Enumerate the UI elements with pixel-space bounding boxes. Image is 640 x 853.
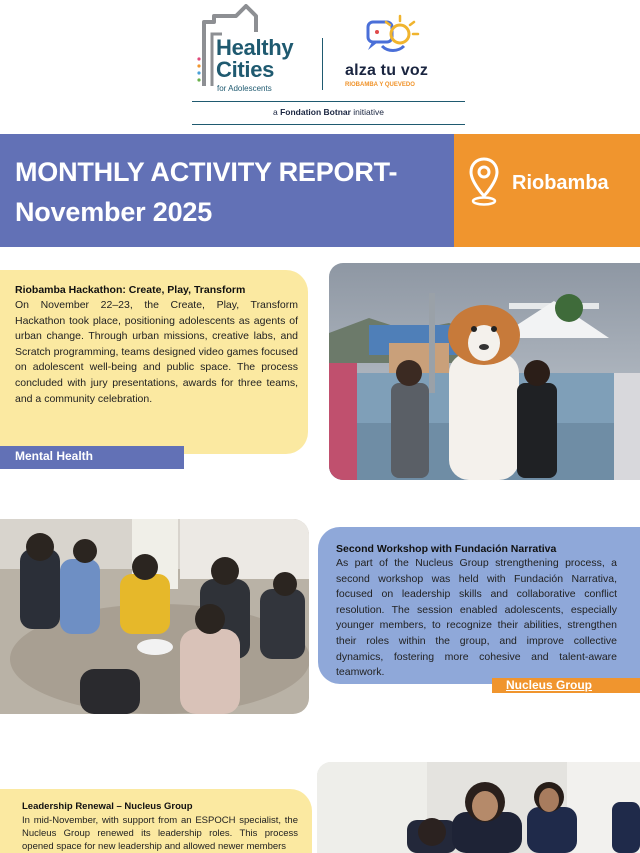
logo-cities-text: Cities bbox=[216, 57, 275, 82]
leadership-group-photo bbox=[317, 762, 640, 853]
mental-health-tag: Mental Health bbox=[0, 446, 184, 469]
report-title-line1: MONTHLY ACTIVITY REPORT- bbox=[15, 157, 398, 187]
city-name: Riobamba bbox=[512, 172, 609, 194]
hackathon-mascot-photo bbox=[329, 263, 640, 480]
initiative-org: Fondation Botnar bbox=[280, 107, 351, 117]
initiative-line bbox=[192, 107, 465, 117]
logo-alza-tu-voz-text: alza tu voz bbox=[345, 62, 429, 79]
alza-tu-voz-logo bbox=[342, 12, 452, 92]
speech-bubbles-icon bbox=[342, 12, 452, 62]
hackathon-heading: Riobamba Hackathon: Create, Play, Transform bbox=[15, 284, 246, 296]
workshop-body: As part of the Nucleus Group strengthening process, a second workshop was held with Fundación Narrativa, focused on leadership skills and collaborative conflict resolution. The session enabled adolescents, especially younger members, to recognize their abilities, strengthen their roles within the group, and improve collective dynamics, fostering more cohesive and talent-aware teamwork. bbox=[336, 557, 617, 679]
healthy-cities-logo bbox=[192, 4, 314, 96]
logo-divider bbox=[322, 38, 323, 90]
logo-tagline: for Adolescents bbox=[217, 84, 272, 93]
report-title-band bbox=[0, 134, 454, 247]
header-rule-top bbox=[192, 101, 465, 102]
report-title-line2: November 2025 bbox=[15, 197, 213, 227]
leadership-heading: Leadership Renewal – Nucleus Group bbox=[22, 801, 193, 812]
nucleus-group-tag: Nucleus Group bbox=[492, 678, 640, 693]
header-rule-bottom bbox=[192, 124, 465, 125]
logo-healthy-text: Healthy bbox=[216, 35, 294, 60]
city-band bbox=[454, 134, 640, 247]
hackathon-body: On November 22–23, the Create, Play, Transform Hackathon took place, positioning adolescents as agents of urban change. Through urban missions, creative labs, and Scratch programming, teams designed video games focused on adolescent well-being and public space. The process concluded with jury presentations, awards for three teams, and a community celebration. bbox=[15, 299, 298, 405]
initiative-suffix: initiative bbox=[353, 107, 385, 117]
initiative-prefix: a bbox=[272, 107, 278, 117]
workshop-heading: Second Workshop with Fundación Narrativa bbox=[336, 543, 557, 555]
location-pin-icon bbox=[468, 156, 500, 208]
workshop-circle-photo bbox=[0, 519, 309, 714]
report-title bbox=[15, 152, 397, 232]
logo-cities-subtitle: RIOBAMBA Y QUEVEDO bbox=[345, 82, 415, 88]
leadership-body: In mid-November, with support from an ESPOCH specialist, the Nucleus Group renewed its leadership roles. This process opened space for new leadership and allowed newer members bbox=[22, 815, 298, 852]
